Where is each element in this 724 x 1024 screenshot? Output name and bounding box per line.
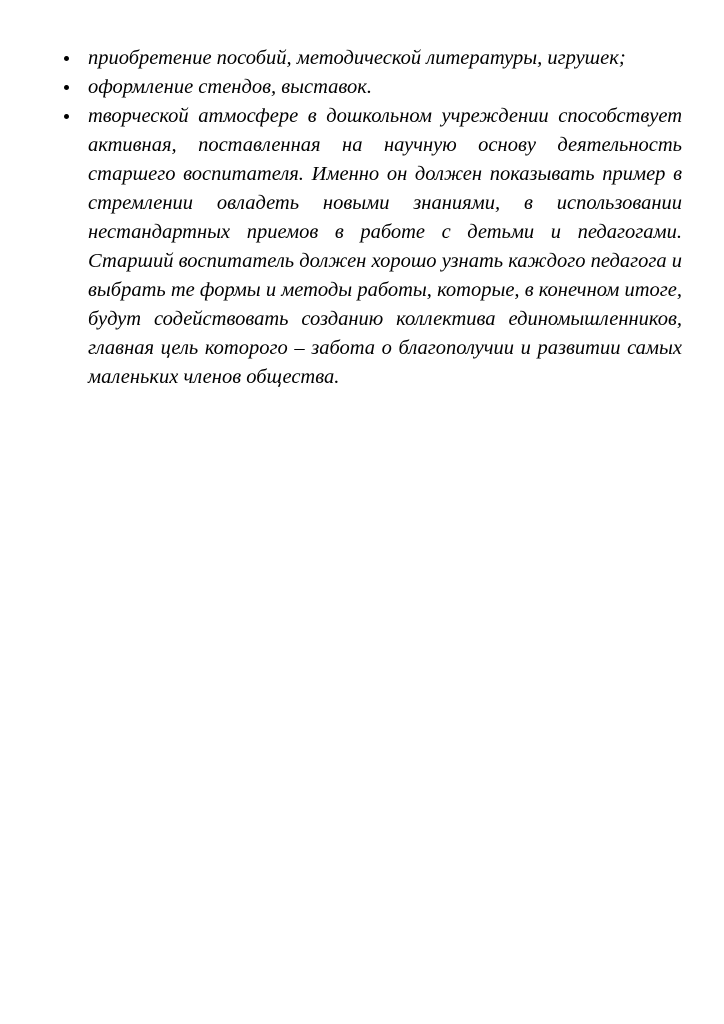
list-item-text: оформление стендов, выставок. — [88, 76, 373, 98]
list-item-text: приобретение пособий, методической литературы, игрушек; — [88, 47, 626, 69]
list-item — [60, 73, 682, 102]
bullet-icon — [64, 56, 69, 61]
list-item — [60, 44, 682, 73]
bullet-icon — [64, 114, 69, 119]
bullet-list — [60, 44, 682, 392]
list-item — [60, 102, 682, 392]
bullet-icon — [64, 85, 69, 90]
list-item-text: творческой атмосфере в дошкольном учреждении способствует активная, поставленная на научную основу деятельность старшего воспитателя. Именно он должен показывать пример в стремлении овладеть новыми знаниями, в использовании нестандартных приемов в работе с детьми и педагогами. Старший воспитатель должен хорошо узнать каждого педагога и выбрать те формы и методы работы, которые, в конечном итоге, будут содействовать созданию коллектива единомышленников, главная цель которого – забота о благополучии и развитии самых маленьких членов общества. — [88, 105, 682, 388]
